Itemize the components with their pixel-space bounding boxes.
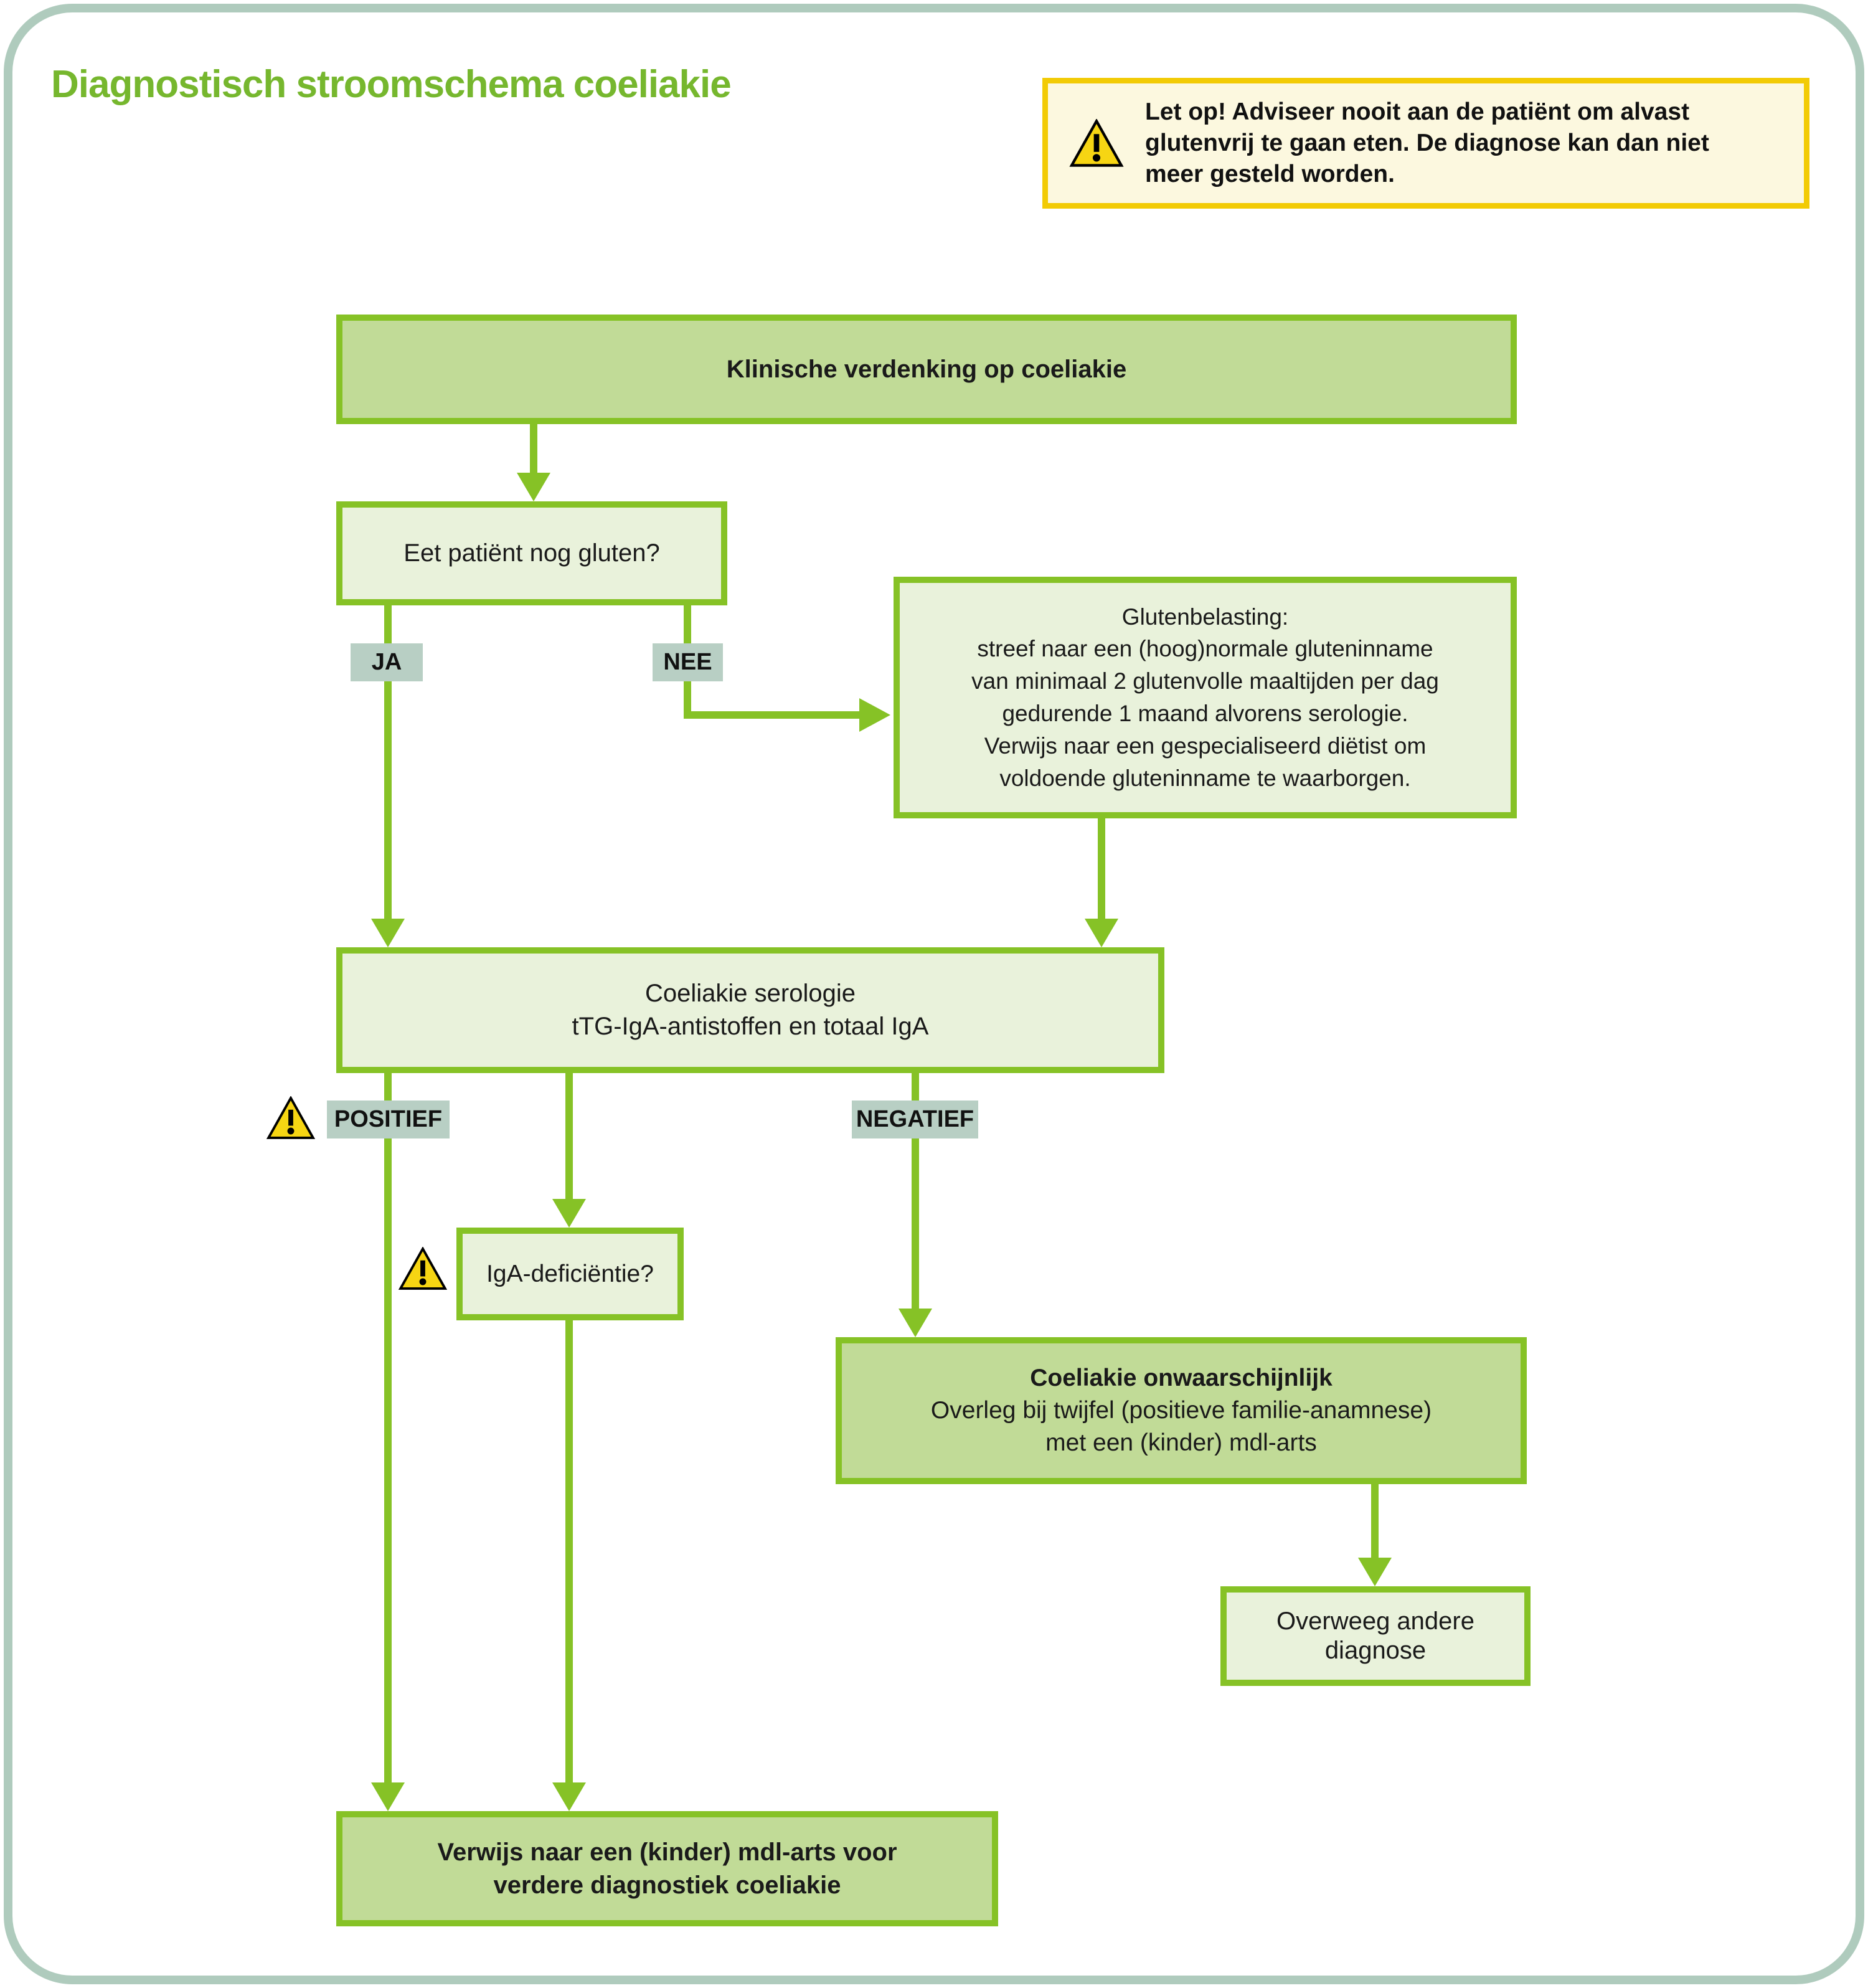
node-coeliakie-serologie	[336, 947, 1164, 1073]
node-coeliakie-onwaarschijnlijk	[836, 1337, 1527, 1484]
connector-nee-horizontal	[684, 711, 864, 719]
arrowhead-serologie-to-iga	[552, 1199, 586, 1228]
arrowhead-nee-to-glutenbelasting	[859, 698, 890, 732]
node-text: diagnose	[1324, 1637, 1427, 1664]
node-text: verdere diagnostiek coeliakie	[493, 1871, 841, 1899]
warning-triangle-icon	[399, 1247, 447, 1290]
connector-iga-to-verwijs	[565, 1320, 573, 1786]
branch-label-nee: NEE	[653, 643, 723, 681]
node-text: met een (kinder) mdl-arts	[1045, 1429, 1317, 1457]
node-text: gedurende 1 maand alvorens serologie.	[1002, 701, 1408, 726]
node-text: IgA-deficiëntie?	[486, 1260, 654, 1287]
node-text: Verwijs naar een (kinder) mdl-arts voor	[437, 1838, 897, 1866]
arrowhead-iga-to-verwijs	[552, 1782, 586, 1811]
branch-label-negatief: NEGATIEF	[852, 1100, 978, 1138]
node-text: Verwijs naar een gespecialiseerd diëtist om	[984, 732, 1427, 759]
node-text: van minimaal 2 glutenvolle maaltijden per dag	[971, 668, 1439, 694]
node-overweeg-andere-diagnose	[1220, 1586, 1531, 1686]
connector-onwaarschijnlijk-to-overweeg	[1371, 1484, 1379, 1561]
node-text: Coeliakie onwaarschijnlijk	[1030, 1364, 1333, 1391]
connector-positief-to-verwijs	[384, 1073, 392, 1786]
node-verwijs-mdl-arts	[336, 1811, 998, 1926]
warning-note-text	[1145, 97, 1709, 190]
connector-glutenbelasting-to-serologie	[1098, 818, 1105, 922]
branch-label-positief: POSITIEF	[327, 1100, 450, 1138]
warning-note	[1042, 78, 1809, 209]
node-text: Glutenbelasting:	[1121, 604, 1289, 630]
warning-note-line: meer gesteld worden.	[1145, 160, 1395, 187]
node-iga-deficientie	[456, 1228, 684, 1320]
warning-triangle-icon	[1069, 119, 1124, 168]
node-text: voldoende gluteninname te waarborgen.	[999, 765, 1411, 791]
node-text: Eet patiënt nog gluten?	[403, 539, 660, 567]
connector-klinische-to-glutenvraag	[530, 424, 537, 476]
arrowhead-negatief-to-onwaarschijnlijk	[899, 1309, 932, 1337]
node-text: streef naar een (hoog)normale gluteninname	[977, 636, 1433, 662]
connector-serologie-to-iga	[565, 1073, 573, 1201]
node-text: Overweeg andere	[1276, 1607, 1474, 1635]
node-text: Klinische verdenking op coeliakie	[726, 355, 1127, 383]
node-glutenbelasting	[894, 577, 1517, 818]
warning-note-line: Let op! Adviseer nooit aan de patiënt om alvast	[1145, 98, 1690, 126]
arrowhead-positief-to-verwijs	[371, 1782, 405, 1811]
warning-note-line: glutenvrij te gaan eten. De diagnose kan dan niet	[1145, 130, 1709, 157]
arrowhead-glutenbelasting-to-serologie	[1085, 919, 1118, 947]
branch-label-ja: JA	[351, 643, 423, 681]
node-klinische-verdenking	[336, 315, 1517, 424]
page-title: Diagnostisch stroomschema coeliakie	[51, 63, 731, 106]
warning-triangle-icon	[267, 1096, 315, 1140]
node-text: tTG-IgA-antistoffen en totaal IgA	[572, 1013, 929, 1040]
node-text: Coeliakie serologie	[645, 980, 856, 1008]
arrowhead-to-glutenvraag	[517, 473, 550, 501]
arrowhead-to-overweeg	[1358, 1558, 1392, 1586]
arrowhead-ja-to-serologie	[371, 919, 405, 947]
node-text: Overleg bij twijfel (positieve familie-anamnese)	[930, 1396, 1432, 1424]
node-eet-patient-nog-gluten	[336, 501, 727, 605]
